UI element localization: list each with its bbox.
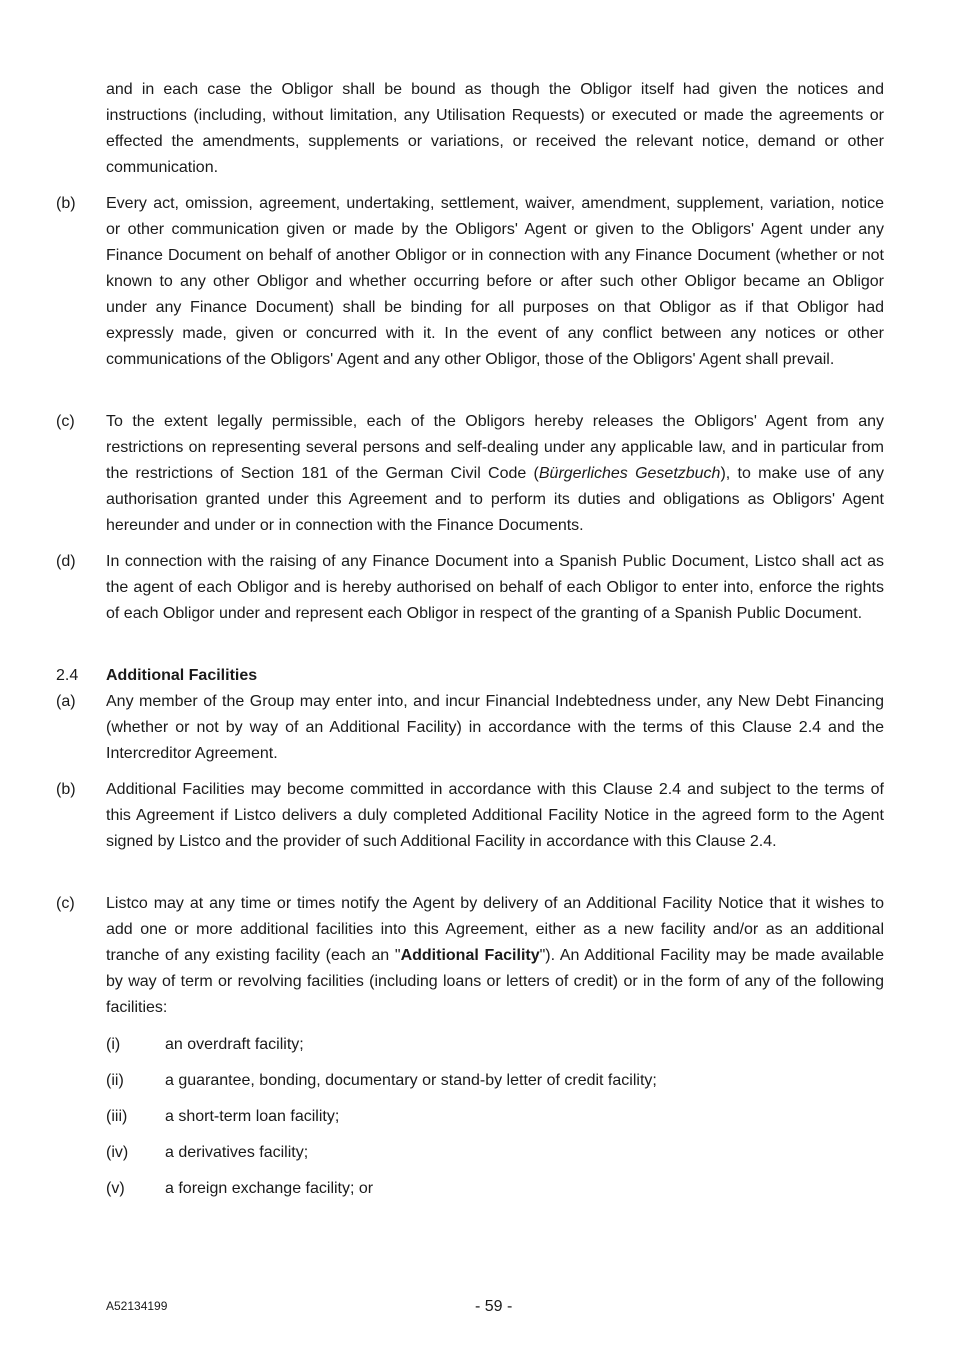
document-reference: A52134199 <box>106 1299 168 1313</box>
clause-b-text: Every act, omission, agreement, undertaking, settlement, waiver, amendment, supplement, variation, notice or other communication given or made by the Obligors' Agent or given to the Obligors' Agent under any Finance Document on behalf of another Obligor or in connection with any Finance Document (whether or not known to any other Obligor and whether occurring before or after such other Obligor became an Obligor under any Finance Document) shall be binding for all purposes on that Obligor as if that Obligor had expressly made, given or concurred with it. In the event of any conflict between any notices or other communications of the Obligors' Agent and any other Obligor, those of the Obligors' Agent shall prevail. <box>106 195 884 368</box>
section-clause-a-label: (a) <box>56 693 76 710</box>
section-clause-c-text <box>106 891 884 1021</box>
defined-term-additional-facility: Additional Facility <box>400 947 540 964</box>
clause-b-label: (b) <box>56 195 76 212</box>
list-item-label: (v) <box>106 1180 125 1197</box>
clause-c-text <box>106 409 884 539</box>
clause-c-text-after: ), to make use of any authorisation granted under this Agreement and to perform its duties and obligations as Obligors' Agent hereunder and under or in connection with the Finance Documents. <box>106 465 884 534</box>
list-item-label: (ii) <box>106 1072 124 1089</box>
section-clause-b-text: Additional Facilities may become committed in accordance with this Clause 2.4 and subject to the terms of this Agreement if Listco delivers a duly completed Additional Facility Notice in the agreed form to the Agent signed by Listco and the provider of such Additional Facility in accordance with this Clause 2.4. <box>106 781 884 850</box>
section-clause-a-text: Any member of the Group may enter into, and incur Financial Indebtedness under, any New Debt Financing (whether or not by way of an Additional Facility) in accordance with the terms of this Clause 2.4 and the Intercreditor Agreement. <box>106 693 884 762</box>
page-number: - 59 - <box>475 1298 513 1315</box>
section-clause-c-text-before: Listco may at any time or times notify the Agent by delivery of an Additional Facility Notice that it wishes to add one or more additional facilities into this Agreement, either as a new facility and/or as an additional tranche of any existing facility (each an " <box>106 895 884 964</box>
section-title: Additional Facilities <box>106 667 258 684</box>
clause-d-label: (d) <box>56 553 76 570</box>
list-item-text: a short-term loan facility; <box>165 1108 340 1125</box>
clause-c-label: (c) <box>56 413 75 430</box>
list-item-label: (iii) <box>106 1108 128 1125</box>
list-item-label: (i) <box>106 1036 121 1053</box>
list-item-text: a derivatives facility; <box>165 1144 309 1161</box>
section-clause-c-text-after: "). An Additional Facility may be made available by way of term or revolving facilities (including loans or letters of credit) or in the form of any of the following facilities: <box>106 947 885 1016</box>
section-number: 2.4 <box>56 667 79 684</box>
clause-d-text: In connection with the raising of any Finance Document into a Spanish Public Document, Listco shall act as the agent of each Obligor and is hereby authorised on behalf of each Obligor to enter into, enforce the rights of each Obligor under and represent each Obligor in respect of the granting of a Spanish Public Document. <box>106 553 884 622</box>
section-clause-c-label: (c) <box>56 895 75 912</box>
clause-c-text-before: To the extent legally permissible, each of the Obligors hereby releases the Obligors' Agent from any restrictions on representing several persons and self-dealing under any applicable law, and in particular from the restrictions of Section 181 of the German Civil Code ( <box>106 413 884 482</box>
list-item-text: an overdraft facility; <box>165 1036 304 1053</box>
list-item-label: (iv) <box>106 1144 129 1161</box>
section-clause-b-label: (b) <box>56 781 76 798</box>
list-item-text: a guarantee, bonding, documentary or stand-by letter of credit facility; <box>165 1072 657 1089</box>
continuation-paragraph: and in each case the Obligor shall be bound as though the Obligor itself had given the notices and instructions (including, without limitation, any Utilisation Requests) or executed or made the agreements or effected the amendments, supplements or variations, or received the relevant notice, demand or other communication. <box>106 81 884 176</box>
list-item-text: a foreign exchange facility; or <box>165 1180 374 1197</box>
german-civil-code-term: Bürgerliches Gesetzbuch <box>538 465 721 482</box>
